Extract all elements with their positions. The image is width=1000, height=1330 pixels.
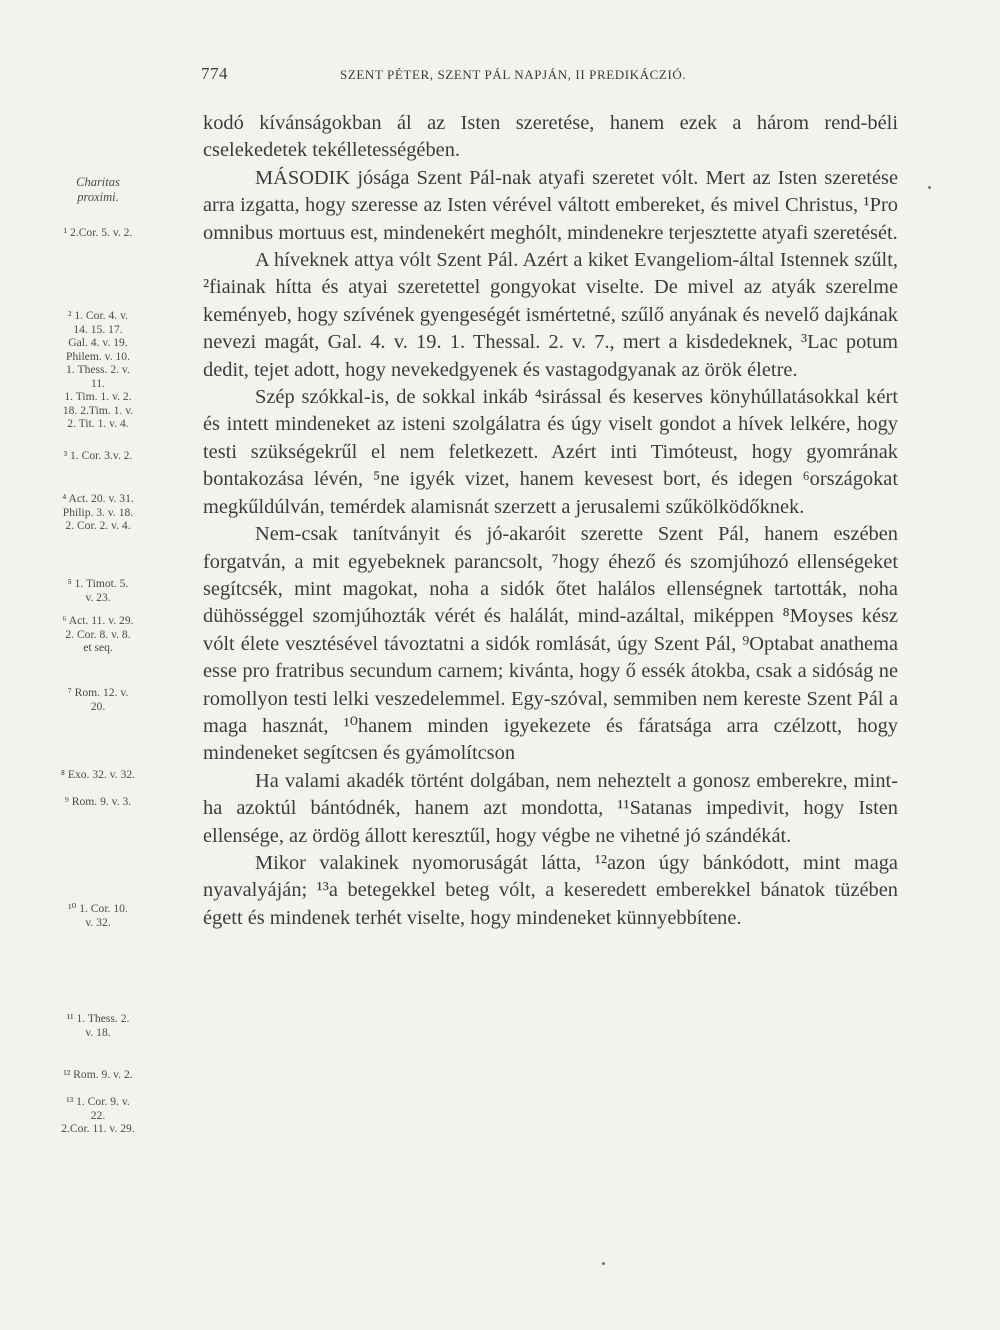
margin-note-line: ⁵ 1. Timot. 5. bbox=[67, 577, 129, 590]
margin-note-line: 2. Cor. 2. v. 4. bbox=[65, 519, 131, 532]
margin-note-line: 2.Cor. 11. v. 29. bbox=[61, 1122, 135, 1135]
margin-note-line: Gal. 4. v. 19. bbox=[68, 336, 128, 349]
margin-note-line: 2. Cor. 8. v. 8. bbox=[65, 627, 131, 641]
margin-note-line: ² 1. Cor. 4. v. bbox=[67, 309, 129, 322]
paragraph: MÁSODIK jósága Szent Pál-nak atyafi szeretet vólt. Mert az Isten szeretése arra izgatta, hogy szeresse az Isten vérével váltott embereket, és mivel Christus, ¹Pro omnibus mortuus est, mindenekért meghólt, mindenekre terjesztette atyafi szeretését. bbox=[203, 166, 898, 244]
paragraph: Mikor valakinek nyomoruságát látta, ¹²azon úgy bánkódott, mint maga nyavalyáján; ¹³a betegekkel beteg vólt, a keseredett emberekkel bánatok tüzében égett és mindenek terhét viselte, hogy mindeneket künnyebbítene. bbox=[203, 851, 898, 929]
margin-note-2 bbox=[0, 309, 198, 431]
margin-note-1 bbox=[0, 226, 198, 240]
paragraph: Ha valami akadék történt dolgában, nem neheztelt a gonosz emberekre, mint-ha azoktúl bántódnék, hanem azt mondotta, ¹¹Satanas impedivit, hogy Isten ellensége, az ördög állott keresztűl, hogy végbe ne vihetné jó szándékát. bbox=[203, 769, 898, 847]
sidenote-line: proximi. bbox=[77, 190, 119, 204]
margin-note-line: et seq. bbox=[83, 641, 113, 654]
margin-note-line: 1. Thess. 2. v. bbox=[66, 363, 130, 376]
margin-note-line: 22. bbox=[90, 1108, 106, 1122]
body-text bbox=[203, 110, 898, 932]
margin-note-line: ⁹ Rom. 9. v. 3. bbox=[64, 795, 132, 808]
margin-note-line: ¹² Rom. 9. v. 2. bbox=[63, 1068, 133, 1081]
margin-note-line: Philip. 3. v. 18. bbox=[62, 505, 134, 519]
margin-note-line: 11. bbox=[90, 376, 106, 390]
margin-note-12 bbox=[0, 1068, 198, 1082]
paper-speck bbox=[928, 186, 931, 189]
margin-note-5 bbox=[0, 577, 198, 604]
margin-note-6 bbox=[0, 614, 198, 655]
paragraph: Nem-csak tanítványit és jó-akaróit szerette Szent Pál, hanem eszében forgatván, a mit egyebeknek parancsolt, ⁷hogy éhező és szomjúhozó ellenségeket segítcsék, mint magokat, noha a sidók őtet halálos ellenségnek tartották, noha dühösséggel szomjúhozták vérét és halálát, mind-azáltal, miképpen ⁸Moyses kész vólt élete vesztésével távoztatni a sidók romlását, úgy Szent Pál, ⁹Optabat anathema esse pro fratribus secundum carnem; kivánta, hogy ő essék átokba, csak a sidóság ne romollyon testi lelki veszedelemmel. Egy-szóval, semmiben nem kereste Szent Pál a maga hasznát, ¹⁰hanem minden igyekezete és fáratsága arra czélzott, hogy mindeneket segítcsen és gyámolítcson bbox=[203, 523, 898, 765]
margin-note-line: ⁶ Act. 11. v. 29. bbox=[62, 614, 134, 627]
margin-note-line: 14. 15. 17. bbox=[73, 322, 123, 336]
margin-note-line: v. 23. bbox=[85, 590, 111, 604]
margin-note-11 bbox=[0, 1012, 198, 1039]
margin-note-13 bbox=[0, 1095, 198, 1136]
running-head: SZENT PÉTER, SZENT PÁL NAPJÁN, II PREDIKÁCZIÓ. bbox=[340, 67, 687, 82]
margin-note-line: 18. 2.Tim. 1. v. bbox=[62, 403, 134, 417]
paragraph: kodó kívánságokban ál az Isten szeretése, hanem ezek a három rend-béli cselekedetek tekélletességében. bbox=[203, 112, 898, 162]
margin-note-line: ¹⁰ 1. Cor. 10. bbox=[68, 902, 128, 915]
paragraph: A híveknek attya vólt Szent Pál. Azért a kiket Evangeliom-által Istennek szűlt, ²fiainak hítta és atyai szeretettel gongyokat viselte. De mivel az atyák szerelme keményeb, hogy szívének gyengeségét ismértetné, szűlő anyának és nevelő dajkának nevezi magát, Gal. 4. v. 19. 1. Thessal. 2. v. 7., mert a kisdedeknek, ³Lac potum dedit, tejet adott, hogy nevekedgyenek és vastagodgyanak az örök életre. bbox=[203, 249, 898, 381]
margin-note-line: v. 32. bbox=[85, 915, 111, 929]
margin-notes bbox=[0, 0, 200, 1330]
margin-note-10 bbox=[0, 902, 198, 929]
margin-note-line: 20. bbox=[90, 699, 106, 713]
margin-note-7 bbox=[0, 686, 198, 713]
margin-note-line: ⁸ Exo. 32. v. 32. bbox=[60, 768, 136, 781]
margin-note-line: 2. Tit. 1. v. 4. bbox=[67, 417, 129, 430]
margin-note-9 bbox=[0, 795, 198, 809]
sidenote-line: Charitas bbox=[76, 175, 120, 189]
paper-speck bbox=[602, 1262, 605, 1265]
margin-note-line: v. 18. bbox=[85, 1025, 111, 1039]
margin-note-line: ¹³ 1. Cor. 9. v. bbox=[66, 1095, 130, 1108]
margin-note-line: ¹¹ 1. Thess. 2. bbox=[66, 1012, 130, 1025]
margin-note-line: ¹ 2.Cor. 5. v. 2. bbox=[63, 226, 133, 239]
margin-note-8 bbox=[0, 768, 198, 782]
page-number: 774 bbox=[201, 64, 228, 83]
margin-note-3 bbox=[0, 449, 198, 463]
sidenote-charitas bbox=[0, 175, 198, 205]
margin-note-line: 1. Tim. 1. v. 2. bbox=[64, 390, 132, 403]
margin-note-line: ⁷ Rom. 12. v. bbox=[67, 686, 129, 699]
paragraph: Szép szókkal-is, de sokkal inkáb ⁴sirással és keserves könyhúllatásokkal kért és intett mindeneket az isteni szolgálatra és úgy viselt gondot a hívek lelkére, hogy testi szükségekrűl el nem feletkezett. Azért inti Timóteust, hogy gyomrának bontakozása lévén, ⁵ne igyék vizet, hanem kevesest bort, és idegen ⁶országokat megkűldúlván, temérdek alamisnát szerzett a jerusalemi szűkölködőknek. bbox=[203, 386, 898, 518]
margin-note-line: Philem. v. 10. bbox=[66, 349, 130, 363]
margin-note-line: ³ 1. Cor. 3.v. 2. bbox=[63, 449, 133, 462]
margin-note-4 bbox=[0, 492, 198, 533]
margin-note-line: ⁴ Act. 20. v. 31. bbox=[62, 492, 134, 505]
